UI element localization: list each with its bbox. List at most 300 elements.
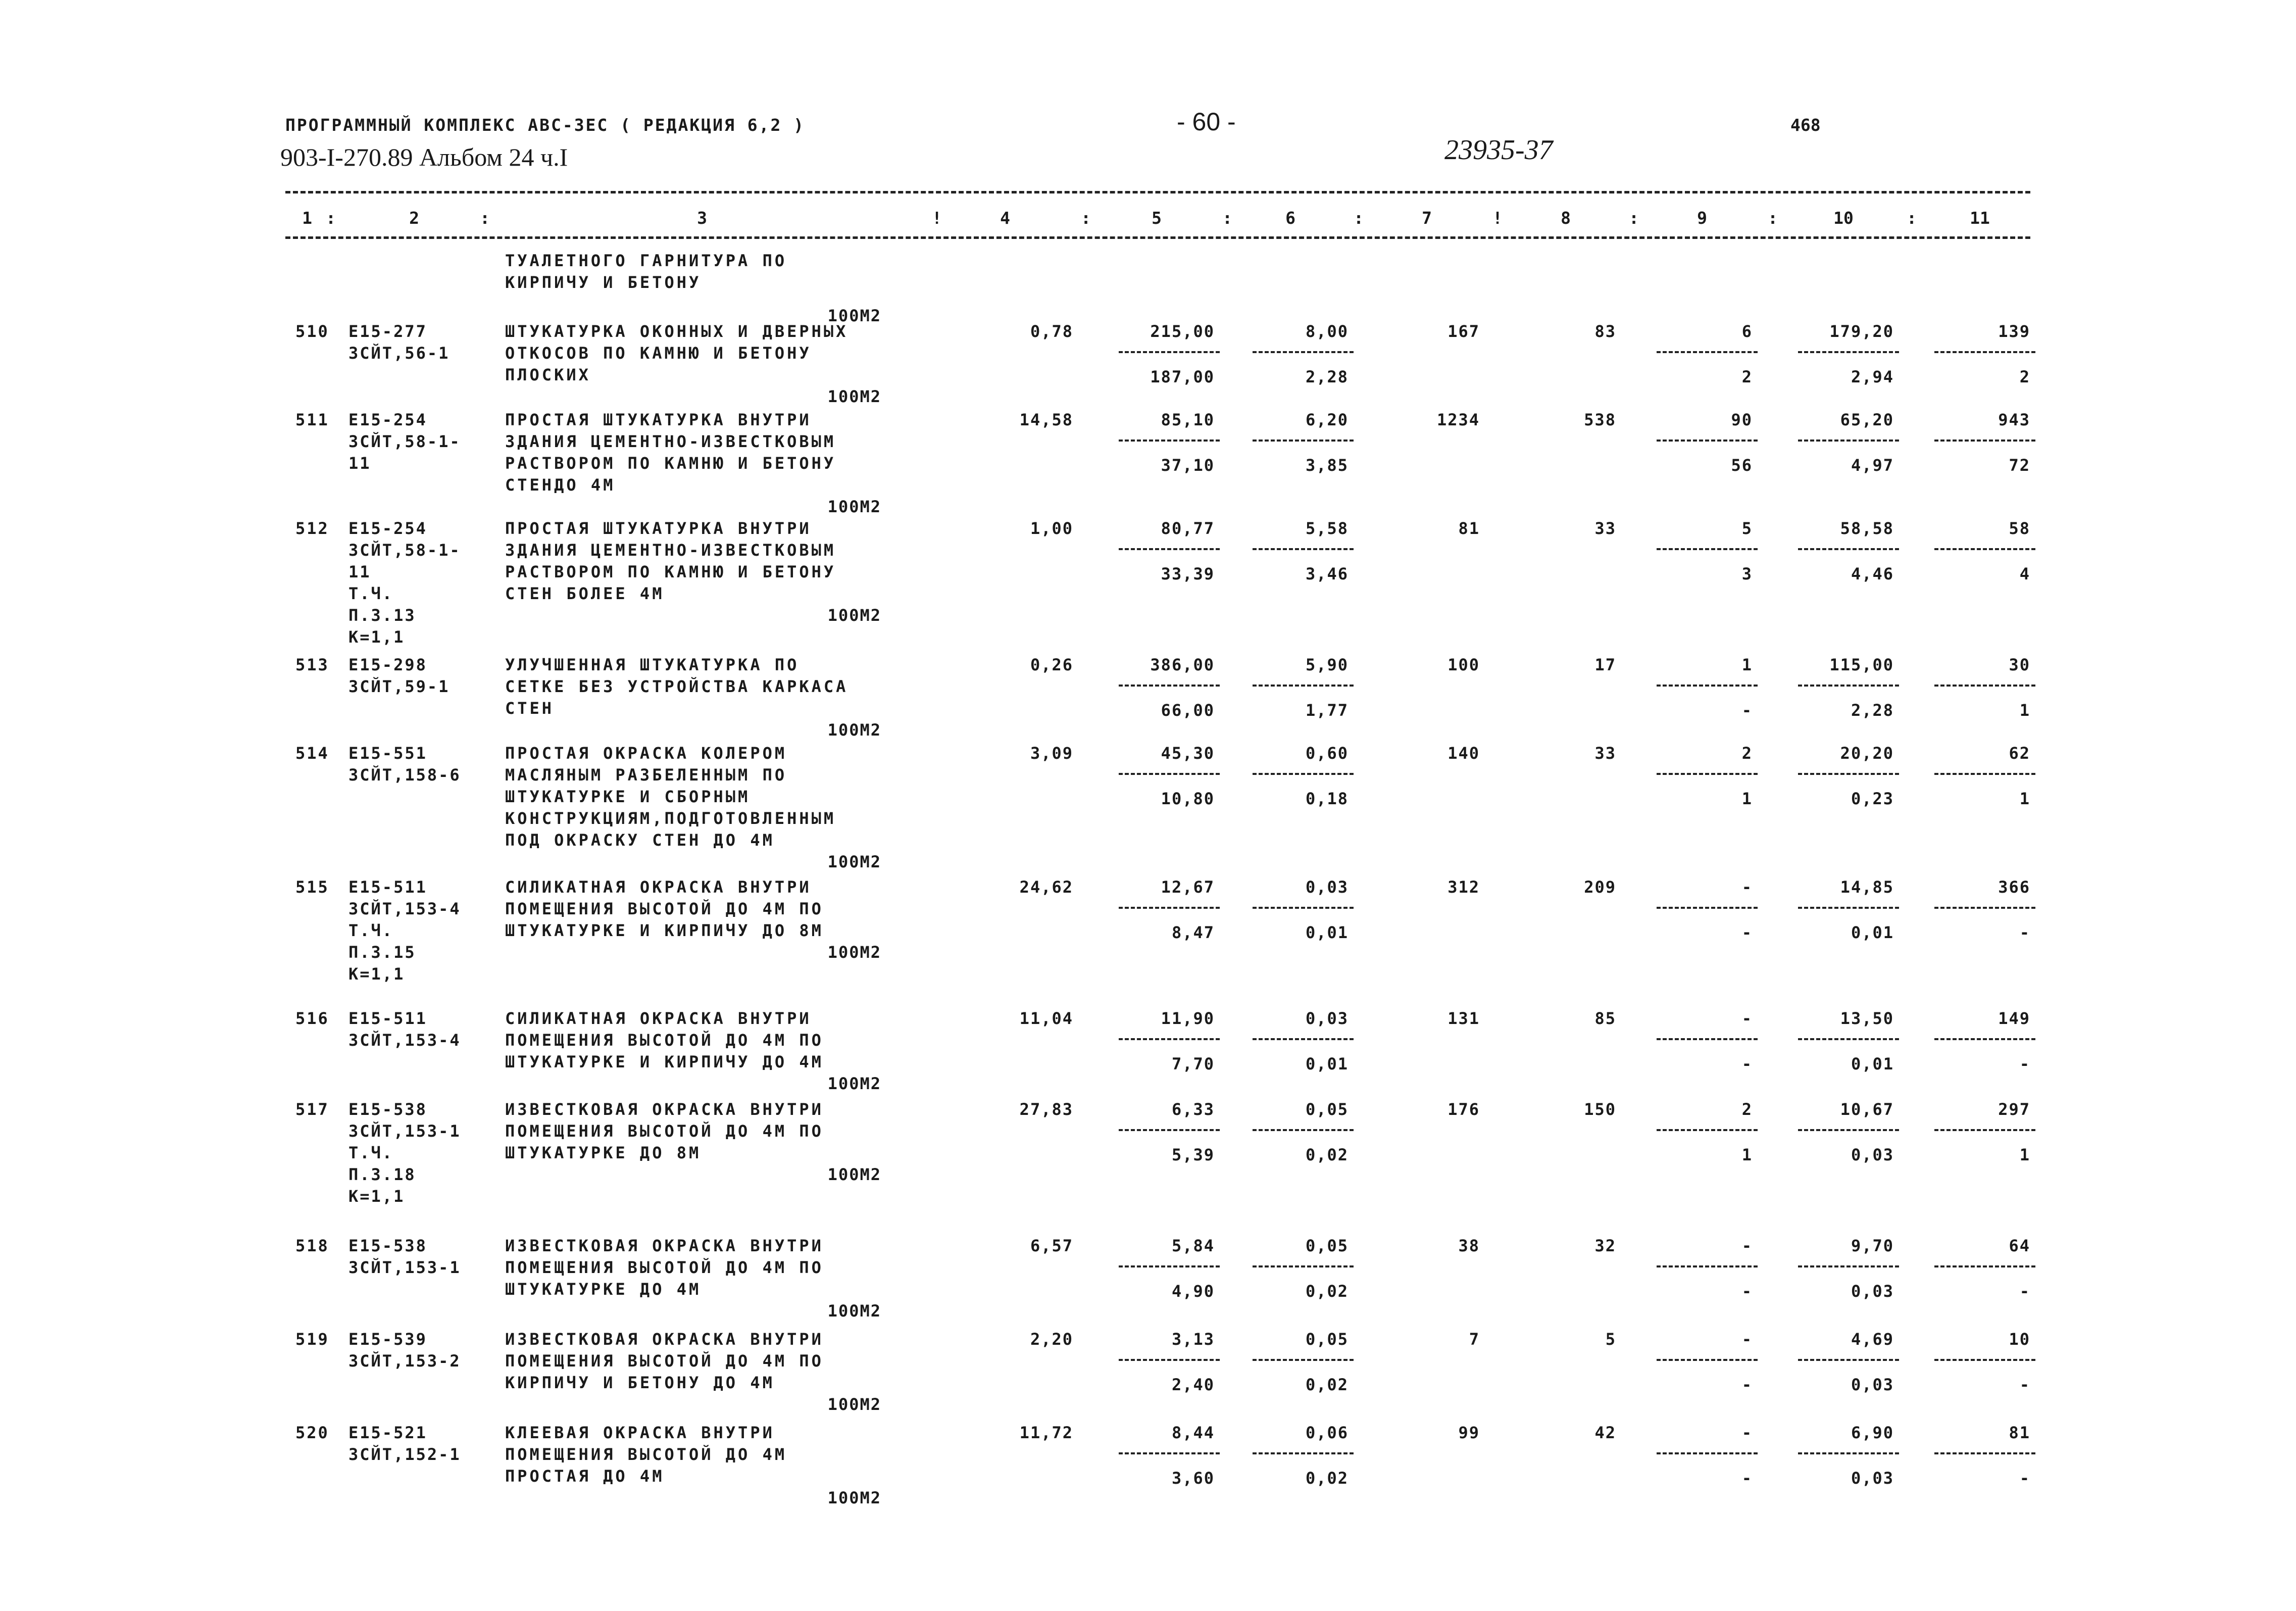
total-machine-value: 6: [1741, 322, 1753, 341]
row-number: 513: [295, 655, 329, 674]
fraction-rule: [1253, 1038, 1354, 1040]
description-line: СТЕН: [505, 699, 555, 718]
unit-cost-value: 12,67: [1161, 877, 1215, 897]
description-line: ИЗВЕСТКОВАЯ ОКРАСКА ВНУТРИ: [505, 1330, 824, 1349]
sheet-number: 468: [1790, 115, 1821, 135]
row-number: 512: [295, 519, 329, 538]
labor-total-value: 30: [2009, 655, 2030, 674]
unit-cost-wages-value: 3,60: [1171, 1469, 1215, 1488]
quantity-value: 0,26: [1030, 655, 1073, 674]
machine-cost-value: 5,90: [1305, 655, 1349, 674]
unit-label: 100М2: [827, 306, 881, 325]
quantity-value: 1,00: [1030, 519, 1073, 538]
machine-cost-value: 8,00: [1305, 322, 1349, 341]
labor-machine-total-value: 72: [2009, 456, 2030, 475]
machine-wages-value: 0,02: [1305, 1282, 1349, 1301]
total-wages-value: 33: [1594, 744, 1616, 763]
norm-code: П.3.18: [348, 1165, 416, 1184]
fraction-rule: [1253, 1359, 1354, 1361]
fraction-rule: [1119, 1038, 1220, 1040]
description-line: ПОМЕЩЕНИЯ ВЫСОТОЙ ДО 4М ПО: [505, 1031, 824, 1050]
row-number: 518: [295, 1236, 329, 1255]
norm-code: К=1,1: [348, 1187, 405, 1206]
total-machine-wages-value: 1: [1741, 789, 1753, 808]
unit-label: 100М2: [827, 1165, 881, 1184]
unit-cost-wages-value: 10,80: [1161, 789, 1215, 808]
fraction-rule: [1934, 1038, 2035, 1040]
fraction-rule: [1657, 1129, 1758, 1131]
unit-label: 100М2: [827, 497, 881, 516]
norm-code: П.3.15: [348, 943, 416, 962]
unit-cost-value: 5,84: [1171, 1236, 1215, 1255]
handwritten-number: 23935-37: [1444, 134, 1553, 166]
norm-code: ЗСЙТ,153-1: [348, 1258, 461, 1277]
machine-wages-value: 0,18: [1305, 789, 1349, 808]
column-header-11: 11: [1970, 208, 1990, 228]
machine-cost-value: 0,03: [1305, 877, 1349, 897]
norm-code: ЗСЙТ,56-1: [348, 344, 450, 363]
fraction-rule: [1798, 1265, 1899, 1267]
column-header-3: 3: [697, 208, 707, 228]
total-machine-wages-value: -: [1741, 701, 1753, 720]
quantity-value: 24,62: [1019, 877, 1073, 897]
labor-machine-unit-value: 0,03: [1851, 1469, 1894, 1488]
program-title: ПРОГРАММНЫЙ КОМПЛЕКС АВС-ЗЕС ( РЕДАКЦИЯ 6,2 ): [285, 115, 806, 135]
unit-cost-value: 3,13: [1171, 1330, 1215, 1349]
total-machine-value: 1: [1741, 655, 1753, 674]
fraction-rule: [1119, 773, 1220, 775]
column-header-4: 4: [1000, 208, 1010, 228]
quantity-value: 0,78: [1030, 322, 1073, 341]
machine-cost-value: 6,20: [1305, 410, 1349, 429]
total-cost-value: 167: [1448, 322, 1480, 341]
total-wages-value: 85: [1594, 1009, 1616, 1028]
description-line: РАСТВОРОМ ПО КАМНЮ И БЕТОНУ: [505, 562, 836, 581]
fraction-rule: [1798, 548, 1899, 550]
fraction-rule: [1798, 1452, 1899, 1454]
description-line: УЛУЧШЕННАЯ ШТУКАТУРКА ПО: [505, 655, 800, 674]
fraction-rule: [1934, 351, 2035, 353]
fraction-rule: [1119, 1359, 1220, 1361]
description-line: ПРОСТАЯ ШТУКАТУРКА ВНУТРИ: [505, 410, 812, 429]
machine-wages-value: 0,01: [1305, 1054, 1349, 1073]
row-number: 515: [295, 877, 329, 897]
column-separator: :: [1768, 208, 1778, 228]
norm-code: Т.Ч.: [348, 584, 394, 603]
norm-code: ЗСЙТ,153-1: [348, 1121, 461, 1141]
machine-cost-value: 0,06: [1305, 1423, 1349, 1442]
total-cost-value: 131: [1448, 1009, 1480, 1028]
labor-machine-total-value: -: [2019, 1282, 2030, 1301]
description-line: ИЗВЕСТКОВАЯ ОКРАСКА ВНУТРИ: [505, 1236, 824, 1255]
row-number: 519: [295, 1330, 329, 1349]
total-cost-value: 7: [1469, 1330, 1480, 1349]
column-separator: !: [932, 208, 942, 228]
quantity-value: 11,72: [1019, 1423, 1073, 1442]
fraction-rule: [1657, 440, 1758, 442]
norm-code: Т.Ч.: [348, 921, 394, 940]
machine-wages-value: 0,02: [1305, 1375, 1349, 1394]
labor-machine-unit-value: 0,01: [1851, 1054, 1894, 1073]
total-machine-wages-value: -: [1741, 1469, 1753, 1488]
labor-unit-value: 65,20: [1840, 410, 1894, 429]
unit-cost-wages-value: 7,70: [1171, 1054, 1215, 1073]
norm-code: Е15-254: [348, 519, 427, 538]
unit-cost-value: 80,77: [1161, 519, 1215, 538]
fraction-rule: [1934, 1129, 2035, 1131]
labor-unit-value: 14,85: [1840, 877, 1894, 897]
unit-label: 100М2: [827, 852, 881, 871]
machine-wages-value: 0,02: [1305, 1469, 1349, 1488]
machine-cost-value: 0,05: [1305, 1236, 1349, 1255]
labor-machine-total-value: 1: [2019, 701, 2030, 720]
norm-code: 11: [348, 454, 371, 473]
total-cost-value: 140: [1448, 744, 1480, 763]
norm-code: Е15-551: [348, 744, 427, 763]
total-wages-value: 42: [1594, 1423, 1616, 1442]
quantity-value: 27,83: [1019, 1100, 1073, 1119]
description-line: ШТУКАТУРКЕ ДО 8М: [505, 1143, 702, 1162]
fraction-rule: [1934, 773, 2035, 775]
machine-cost-value: 0,05: [1305, 1100, 1349, 1119]
fraction-rule: [1119, 548, 1220, 550]
fraction-rule: [1934, 548, 2035, 550]
total-machine-value: -: [1741, 1236, 1753, 1255]
description-line: ПОМЕЩЕНИЯ ВЫСОТОЙ ДО 4М ПО: [505, 1351, 824, 1371]
unit-label: 100М2: [827, 720, 881, 740]
description-line: КИРПИЧУ И БЕТОНУ ДО 4М: [505, 1373, 775, 1392]
unit-cost-wages-value: 37,10: [1161, 456, 1215, 475]
column-header-9: 9: [1697, 208, 1707, 228]
column-separator: :: [1354, 208, 1364, 228]
description-line: ЗДАНИЯ ЦЕМЕНТНО-ИЗВЕСТКОВЫМ: [505, 432, 836, 451]
column-header-2: 2: [409, 208, 419, 228]
project-code: 903-I-270.89 Альбом 24 ч.I: [280, 143, 568, 171]
machine-wages-value: 0,02: [1305, 1145, 1349, 1164]
total-machine-wages-value: -: [1741, 1054, 1753, 1073]
labor-total-value: 58: [2009, 519, 2030, 538]
description-line: ШТУКАТУРКЕ И КИРПИЧУ ДО 8М: [505, 921, 824, 940]
total-machine-value: 5: [1741, 519, 1753, 538]
description-line: ШТУКАТУРКЕ И СБОРНЫМ: [505, 787, 751, 806]
row-number: 510: [295, 322, 329, 341]
labor-machine-unit-value: 2,28: [1851, 701, 1894, 720]
fraction-rule: [1798, 351, 1899, 353]
description-line: РАСТВОРОМ ПО КАМНЮ И БЕТОНУ: [505, 454, 836, 473]
description-line: ШТУКАТУРКА ОКОННЫХ И ДВЕРНЫХ: [505, 322, 848, 341]
fraction-rule: [1253, 548, 1354, 550]
description-line: СЕТКЕ БЕЗ УСТРОЙСТВА КАРКАСА: [505, 677, 848, 696]
total-wages-value: 83: [1594, 322, 1616, 341]
norm-code: Е15-254: [348, 410, 427, 429]
description-line: СИЛИКАТНАЯ ОКРАСКА ВНУТРИ: [505, 877, 812, 897]
labor-unit-value: 9,70: [1851, 1236, 1894, 1255]
fraction-rule: [1657, 351, 1758, 353]
norm-code: 11: [348, 562, 371, 581]
quantity-value: 6,57: [1030, 1236, 1073, 1255]
machine-wages-value: 1,77: [1305, 701, 1349, 720]
row-number: 516: [295, 1009, 329, 1028]
fraction-rule: [1798, 773, 1899, 775]
labor-total-value: 139: [1998, 322, 2030, 341]
norm-code: ЗСЙТ,153-4: [348, 899, 461, 918]
quantity-value: 2,20: [1030, 1330, 1073, 1349]
fraction-rule: [1934, 685, 2035, 687]
fraction-rule: [1657, 1359, 1758, 1361]
unit-cost-wages-value: 2,40: [1171, 1375, 1215, 1394]
labor-unit-value: 58,58: [1840, 519, 1894, 538]
labor-machine-total-value: 2: [2019, 367, 2030, 386]
labor-machine-total-value: -: [2019, 1469, 2030, 1488]
labor-unit-value: 13,50: [1840, 1009, 1894, 1028]
description-line: ПОМЕЩЕНИЯ ВЫСОТОЙ ДО 4М ПО: [505, 1121, 824, 1141]
norm-code: ЗСЙТ,152-1: [348, 1445, 461, 1464]
unit-cost-value: 85,10: [1161, 410, 1215, 429]
column-separator: :: [1222, 208, 1232, 228]
total-machine-value: -: [1741, 1009, 1753, 1028]
unit-label: 100М2: [827, 606, 881, 625]
unit-cost-wages-value: 66,00: [1161, 701, 1215, 720]
column-header-1: 1: [302, 208, 312, 228]
norm-code: ЗСЙТ,58-1-: [348, 541, 461, 560]
description-line: ПРОСТАЯ ОКРАСКА КОЛЕРОМ: [505, 744, 787, 763]
unit-cost-value: 6,33: [1171, 1100, 1215, 1119]
unit-cost-value: 8,44: [1171, 1423, 1215, 1442]
total-machine-wages-value: -: [1741, 1375, 1753, 1394]
description-line: ТУАЛЕТНОГО ГАРНИТУРА ПО: [505, 251, 787, 270]
description-line: ПОМЕЩЕНИЯ ВЫСОТОЙ ДО 4М ПО: [505, 1258, 824, 1277]
norm-code: ЗСЙТ,153-2: [348, 1351, 461, 1371]
column-separator: !: [1492, 208, 1503, 228]
labor-machine-total-value: 4: [2019, 564, 2030, 583]
norm-code: Е15-511: [348, 877, 427, 897]
description-line: ШТУКАТУРКЕ ДО 4М: [505, 1280, 702, 1299]
labor-total-value: 10: [2009, 1330, 2030, 1349]
total-machine-value: 90: [1731, 410, 1753, 429]
total-machine-value: 2: [1741, 744, 1753, 763]
column-header-7: 7: [1422, 208, 1432, 228]
labor-machine-total-value: 1: [2019, 789, 2030, 808]
labor-machine-total-value: -: [2019, 923, 2030, 942]
total-cost-value: 312: [1448, 877, 1480, 897]
column-separator: :: [1629, 208, 1639, 228]
description-line: СТЕНДО 4М: [505, 475, 616, 495]
unit-cost-wages-value: 5,39: [1171, 1145, 1215, 1164]
labor-machine-total-value: -: [2019, 1375, 2030, 1394]
unit-label: 100М2: [827, 1488, 881, 1507]
total-machine-value: -: [1741, 1423, 1753, 1442]
column-header-8: 8: [1561, 208, 1571, 228]
row-number: 517: [295, 1100, 329, 1119]
total-machine-wages-value: -: [1741, 923, 1753, 942]
norm-code: ЗСЙТ,158-6: [348, 765, 461, 785]
labor-total-value: 297: [1998, 1100, 2030, 1119]
description-line: МАСЛЯНЫМ РАЗБЕЛЕННЫМ ПО: [505, 765, 787, 785]
unit-cost-wages-value: 8,47: [1171, 923, 1215, 942]
fraction-rule: [1934, 1452, 2035, 1454]
labor-machine-total-value: 1: [2019, 1145, 2030, 1164]
labor-total-value: 943: [1998, 410, 2030, 429]
total-machine-wages-value: 2: [1741, 367, 1753, 386]
labor-machine-unit-value: 4,97: [1851, 456, 1894, 475]
machine-wages-value: 0,01: [1305, 923, 1349, 942]
machine-cost-value: 0,60: [1305, 744, 1349, 763]
description-line: КЛЕЕВАЯ ОКРАСКА ВНУТРИ: [505, 1423, 775, 1442]
total-cost-value: 100: [1448, 655, 1480, 674]
norm-code: Е15-538: [348, 1236, 427, 1255]
description-line: КОНСТРУКЦИЯМ,ПОДГОТОВЛЕННЫМ: [505, 809, 836, 828]
norm-code: Е15-511: [348, 1009, 427, 1028]
fraction-rule: [1119, 1265, 1220, 1267]
fraction-rule: [1657, 1452, 1758, 1454]
labor-unit-value: 4,69: [1851, 1330, 1894, 1349]
machine-cost-value: 0,05: [1305, 1330, 1349, 1349]
total-machine-value: 2: [1741, 1100, 1753, 1119]
column-separator: :: [326, 208, 336, 228]
labor-total-value: 64: [2009, 1236, 2030, 1255]
fraction-rule: [1119, 1452, 1220, 1454]
description-line: ПОД ОКРАСКУ СТЕН ДО 4М: [505, 831, 775, 850]
fraction-rule: [1798, 1038, 1899, 1040]
description-line: ЗДАНИЯ ЦЕМЕНТНО-ИЗВЕСТКОВЫМ: [505, 541, 836, 560]
norm-code: Е15-277: [348, 322, 427, 341]
quantity-value: 14,58: [1019, 410, 1073, 429]
column-header-6: 6: [1285, 208, 1295, 228]
machine-cost-value: 5,58: [1305, 519, 1349, 538]
labor-total-value: 62: [2009, 744, 2030, 763]
description-line: ПЛОСКИХ: [505, 365, 591, 384]
fraction-rule: [1253, 907, 1354, 909]
labor-machine-unit-value: 2,94: [1851, 367, 1894, 386]
fraction-rule: [1253, 773, 1354, 775]
total-machine-wages-value: -: [1741, 1282, 1753, 1301]
fraction-rule: [1119, 351, 1220, 353]
fraction-rule: [1253, 685, 1354, 687]
norm-code: К=1,1: [348, 964, 405, 984]
norm-code: Е15-298: [348, 655, 427, 674]
fraction-rule: [1119, 685, 1220, 687]
machine-wages-value: 3,46: [1305, 564, 1349, 583]
fraction-rule: [1798, 1129, 1899, 1131]
description-line: ПРОСТАЯ ДО 4М: [505, 1467, 665, 1486]
unit-cost-value: 386,00: [1150, 655, 1215, 674]
description-line: ПОМЕЩЕНИЯ ВЫСОТОЙ ДО 4М ПО: [505, 899, 824, 918]
column-separator: :: [480, 208, 490, 228]
labor-unit-value: 6,90: [1851, 1423, 1894, 1442]
norm-code: ЗСЙТ,153-4: [348, 1031, 461, 1050]
labor-machine-unit-value: 0,23: [1851, 789, 1894, 808]
total-wages-value: 5: [1605, 1330, 1616, 1349]
total-cost-value: 176: [1448, 1100, 1480, 1119]
unit-cost-value: 11,90: [1161, 1009, 1215, 1028]
fraction-rule: [1253, 1129, 1354, 1131]
unit-label: 100М2: [827, 943, 881, 962]
unit-cost-wages-value: 187,00: [1150, 367, 1215, 386]
norm-code: ЗСЙТ,59-1: [348, 677, 450, 696]
fraction-rule: [1798, 440, 1899, 442]
fraction-rule: [1119, 907, 1220, 909]
norm-code: ЗСЙТ,58-1-: [348, 432, 461, 451]
fraction-rule: [1253, 440, 1354, 442]
description-line: ОТКОСОВ ПО КАМНЮ И БЕТОНУ: [505, 344, 812, 363]
norm-code: П.3.13: [348, 606, 416, 625]
header-rule-top: [285, 191, 2030, 193]
quantity-value: 11,04: [1019, 1009, 1073, 1028]
row-number: 520: [295, 1423, 329, 1442]
unit-cost-wages-value: 4,90: [1171, 1282, 1215, 1301]
fraction-rule: [1934, 907, 2035, 909]
total-wages-value: 209: [1584, 877, 1616, 897]
norm-code: К=1,1: [348, 627, 405, 647]
header-rule-bottom: [285, 236, 2030, 239]
total-cost-value: 1234: [1436, 410, 1480, 429]
unit-cost-value: 215,00: [1150, 322, 1215, 341]
column-header-5: 5: [1152, 208, 1162, 228]
total-cost-value: 99: [1458, 1423, 1480, 1442]
fraction-rule: [1119, 1129, 1220, 1131]
description-line: СИЛИКАТНАЯ ОКРАСКА ВНУТРИ: [505, 1009, 812, 1028]
row-number: 511: [295, 410, 329, 429]
description-line: ИЗВЕСТКОВАЯ ОКРАСКА ВНУТРИ: [505, 1100, 824, 1119]
total-wages-value: 32: [1594, 1236, 1616, 1255]
fraction-rule: [1657, 548, 1758, 550]
labor-machine-unit-value: 0,03: [1851, 1282, 1894, 1301]
total-machine-wages-value: 3: [1741, 564, 1753, 583]
labor-machine-unit-value: 0,03: [1851, 1145, 1894, 1164]
labor-machine-unit-value: 0,01: [1851, 923, 1894, 942]
fraction-rule: [1798, 685, 1899, 687]
description-line: ПОМЕЩЕНИЯ ВЫСОТОЙ ДО 4М: [505, 1445, 787, 1464]
column-header-10: 10: [1833, 208, 1854, 228]
total-wages-value: 538: [1584, 410, 1616, 429]
labor-unit-value: 20,20: [1840, 744, 1894, 763]
description-line: ПРОСТАЯ ШТУКАТУРКА ВНУТРИ: [505, 519, 812, 538]
fraction-rule: [1253, 351, 1354, 353]
quantity-value: 3,09: [1030, 744, 1073, 763]
total-machine-wages-value: 1: [1741, 1145, 1753, 1164]
labor-machine-unit-value: 0,03: [1851, 1375, 1894, 1394]
column-separator: :: [1081, 208, 1091, 228]
fraction-rule: [1934, 1265, 2035, 1267]
labor-unit-value: 179,20: [1829, 322, 1894, 341]
fraction-rule: [1934, 440, 2035, 442]
unit-cost-wages-value: 33,39: [1161, 564, 1215, 583]
norm-code: Т.Ч.: [348, 1143, 394, 1162]
labor-unit-value: 10,67: [1840, 1100, 1894, 1119]
fraction-rule: [1253, 1265, 1354, 1267]
norm-code: Е15-539: [348, 1330, 427, 1349]
total-wages-value: 150: [1584, 1100, 1616, 1119]
description-line: СТЕН БОЛЕЕ 4М: [505, 584, 665, 603]
unit-label: 100М2: [827, 1395, 881, 1414]
machine-wages-value: 2,28: [1305, 367, 1349, 386]
labor-unit-value: 115,00: [1829, 655, 1894, 674]
total-wages-value: 17: [1594, 655, 1616, 674]
fraction-rule: [1657, 1038, 1758, 1040]
labor-total-value: 81: [2009, 1423, 2030, 1442]
description-line: КИРПИЧУ И БЕТОНУ: [505, 273, 702, 292]
norm-code: Е15-521: [348, 1423, 427, 1442]
unit-label: 100М2: [827, 1074, 881, 1093]
total-wages-value: 33: [1594, 519, 1616, 538]
labor-total-value: 149: [1998, 1009, 2030, 1028]
total-machine-wages-value: 56: [1731, 456, 1753, 475]
fraction-rule: [1934, 1359, 2035, 1361]
total-cost-value: 81: [1458, 519, 1480, 538]
norm-code: Е15-538: [348, 1100, 427, 1119]
unit-label: 100М2: [827, 1301, 881, 1321]
fraction-rule: [1119, 440, 1220, 442]
